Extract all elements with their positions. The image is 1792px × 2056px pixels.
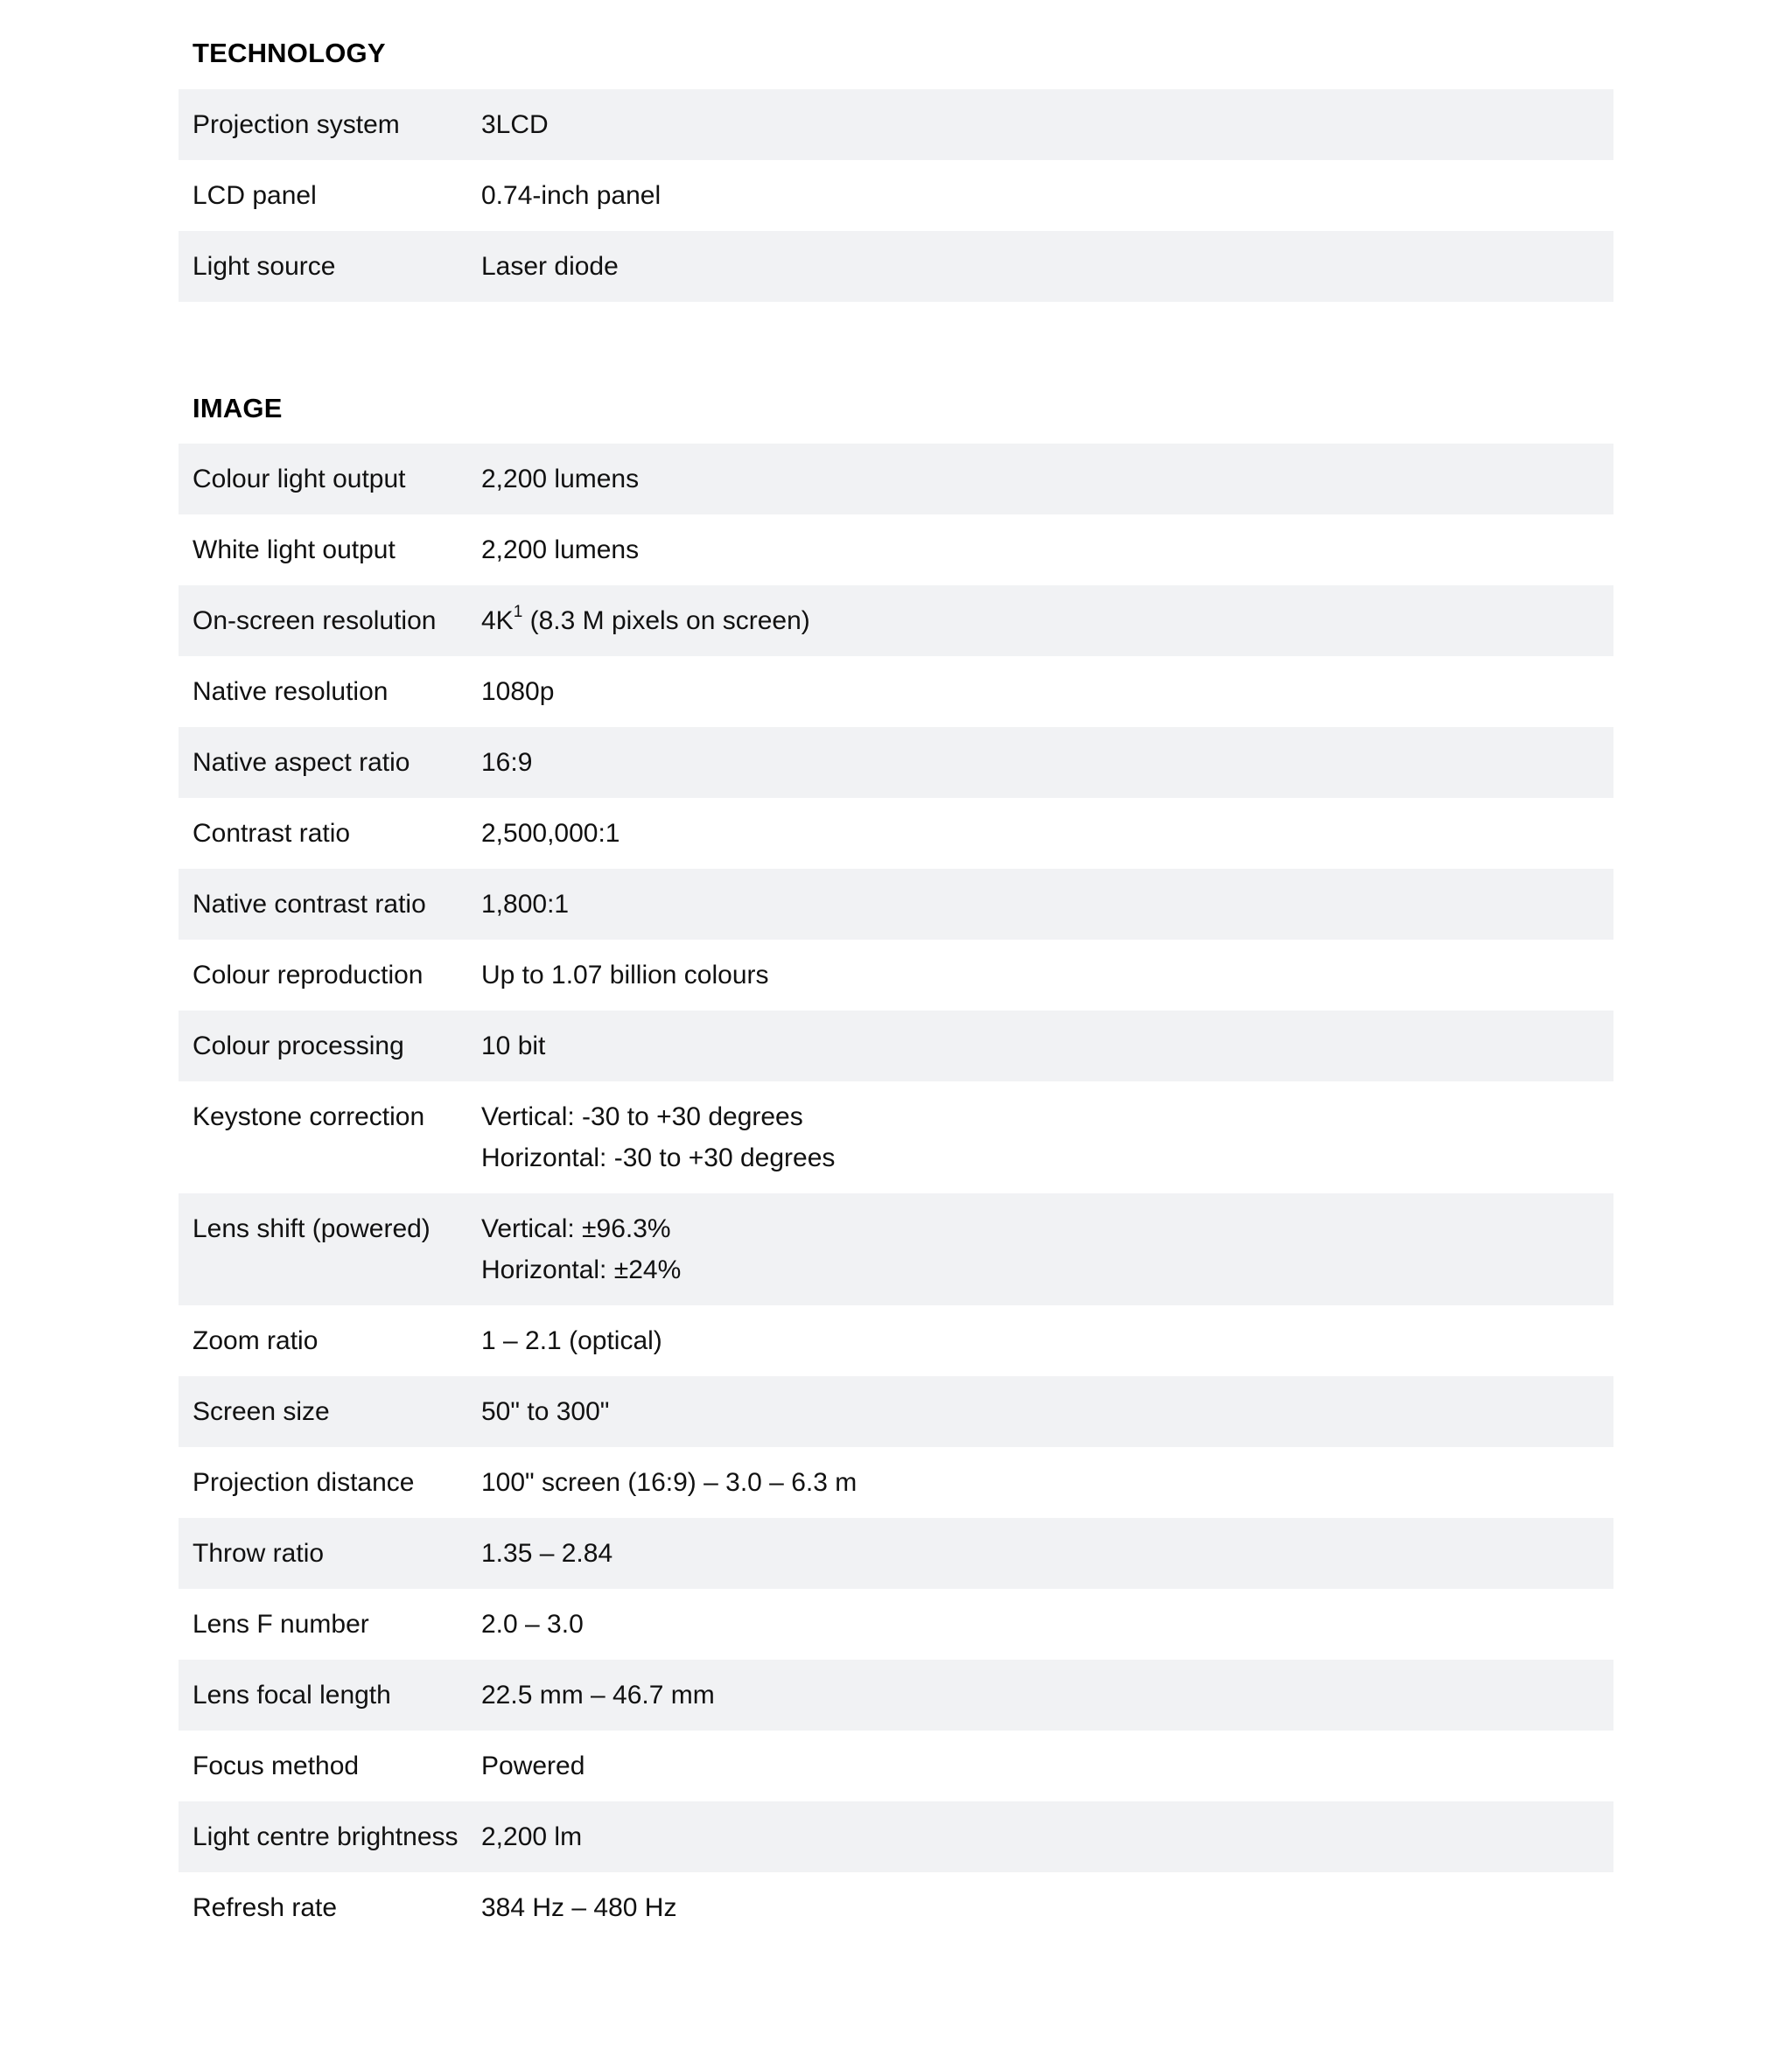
spec-value-line [481,742,1614,783]
spec-label: Zoom ratio [192,1326,318,1355]
spec-value-line [481,1025,1614,1066]
spec-row [178,444,1614,514]
spec-value-text: Powered [481,1752,585,1780]
spec-row [178,1589,1614,1660]
spec-value-line [481,1887,1614,1928]
footnote-marker: 1 [513,603,523,621]
spec-label: Throw ratio [192,1539,325,1568]
spec-value [481,1320,1614,1361]
spec-value-text: 4K [481,606,514,635]
spec-row [178,160,1614,231]
spec-value-line [481,671,1614,712]
spec-row [178,1447,1614,1518]
spec-row [178,1660,1614,1731]
spec-value-line [481,813,1614,854]
spec-value [481,175,1614,216]
spec-label: Colour light output [192,465,406,493]
spec-value-text: 1,800:1 [481,890,570,919]
spec-value-text: 1 – 2.1 (optical) [481,1326,662,1355]
spec-value [481,529,1614,570]
spec-value-text: Horizontal: ±24% [481,1255,682,1284]
spec-value-text: 2.0 – 3.0 [481,1610,584,1639]
spec-value [481,1745,1614,1787]
spec-label: Contrast ratio [192,819,351,848]
spec-label: LCD panel [192,181,317,210]
spec-row [178,1011,1614,1081]
spec-label: Lens F number [192,1610,369,1639]
spec-label: Colour reproduction [192,961,424,990]
spec-value-line [481,1533,1614,1574]
spec-value-line [481,1604,1614,1645]
spec-table [178,444,1614,1943]
spec-value-text: Horizontal: -30 to +30 degrees [481,1143,836,1172]
spec-value [481,884,1614,925]
spec-value-line [481,955,1614,996]
spec-value [481,1816,1614,1857]
spec-value [481,955,1614,996]
spec-value-text: 2,200 lumens [481,465,640,493]
spec-value-text: 384 Hz – 480 Hz [481,1893,677,1922]
spec-value-text: 2,200 lumens [481,535,640,564]
spec-value-line [481,175,1614,216]
spec-value [481,1533,1614,1574]
spec-value [481,246,1614,287]
spec-label: Native contrast ratio [192,890,426,919]
spec-row [178,940,1614,1011]
spec-value-text: 22.5 mm – 46.7 mm [481,1681,715,1710]
spec-value [481,1096,1614,1178]
spec-value-line [481,1320,1614,1361]
spec-value-text: 2,200 lm [481,1822,583,1851]
spec-value [481,600,1614,641]
spec-value-suffix: (8.3 M pixels on screen) [522,606,810,635]
section-heading: TECHNOLOGY [192,38,386,68]
spec-value-text: 16:9 [481,748,533,777]
spec-value [481,1887,1614,1928]
spec-value-line [481,529,1614,570]
spec-row [178,1801,1614,1872]
spec-value [481,104,1614,145]
spec-value [481,458,1614,500]
spec-value-line [481,1391,1614,1432]
spec-label: Projection distance [192,1468,415,1497]
spec-value-text: 100" screen (16:9) – 3.0 – 6.3 m [481,1468,858,1497]
spec-value-text: Vertical: ±96.3% [481,1214,671,1243]
spec-value-line [481,104,1614,145]
spec-value-line [481,1745,1614,1787]
spec-label: Native aspect ratio [192,748,410,777]
spec-value [481,1462,1614,1503]
spec-row [178,1872,1614,1943]
spec-label: Light centre brightness [192,1822,458,1851]
spec-row [178,1305,1614,1376]
spec-value-text: 10 bit [481,1031,546,1060]
spec-value-text: 3LCD [481,110,549,139]
spec-value-line [481,458,1614,500]
spec-value-text: Laser diode [481,252,619,281]
spec-page [178,0,1614,1943]
spec-value-line [481,884,1614,925]
spec-value-line [481,1816,1614,1857]
spec-label: Colour processing [192,1031,404,1060]
spec-row [178,1193,1614,1305]
spec-label: Projection system [192,110,400,139]
spec-row [178,727,1614,798]
spec-label: Keystone correction [192,1102,425,1131]
spec-row [178,514,1614,585]
spec-row [178,798,1614,869]
spec-value-text: Vertical: -30 to +30 degrees [481,1102,803,1131]
spec-label: On-screen resolution [192,606,437,635]
spec-value-line [481,246,1614,287]
spec-label: White light output [192,535,396,564]
spec-section-image [178,354,1614,1943]
spec-label: Screen size [192,1397,330,1426]
spec-row [178,231,1614,302]
spec-value [481,671,1614,712]
spec-value [481,1391,1614,1432]
spec-value [481,813,1614,854]
spec-label: Lens focal length [192,1681,391,1710]
spec-value-line [481,1249,1614,1290]
spec-row [178,1081,1614,1193]
section-heading: IMAGE [192,393,283,423]
spec-value [481,1604,1614,1645]
spec-label: Native resolution [192,677,388,706]
spec-value-text: 1.35 – 2.84 [481,1539,613,1568]
spec-value-line [481,1208,1614,1249]
spec-row [178,89,1614,160]
spec-row [178,1731,1614,1801]
spec-row [178,1518,1614,1589]
spec-value-line [481,1096,1614,1137]
spec-value-text: Up to 1.07 billion colours [481,961,769,990]
spec-value-line [481,1462,1614,1503]
spec-value-text: 2,500,000:1 [481,819,620,848]
spec-value [481,1025,1614,1066]
spec-label: Light source [192,252,336,281]
spec-section-technology [178,0,1614,302]
spec-value-line [481,1675,1614,1716]
spec-table [178,89,1614,302]
spec-value-text: 0.74-inch panel [481,181,662,210]
spec-row [178,585,1614,656]
spec-value [481,742,1614,783]
spec-value [481,1208,1614,1290]
spec-value-line [481,1137,1614,1178]
spec-label: Lens shift (powered) [192,1214,430,1243]
spec-value [481,1675,1614,1716]
spec-value-text: 50" to 300" [481,1397,610,1426]
spec-value-line [481,600,1614,641]
spec-row [178,869,1614,940]
spec-row [178,1376,1614,1447]
spec-label: Focus method [192,1752,360,1780]
spec-value-text: 1080p [481,677,555,706]
spec-row [178,656,1614,727]
spec-label: Refresh rate [192,1893,338,1922]
